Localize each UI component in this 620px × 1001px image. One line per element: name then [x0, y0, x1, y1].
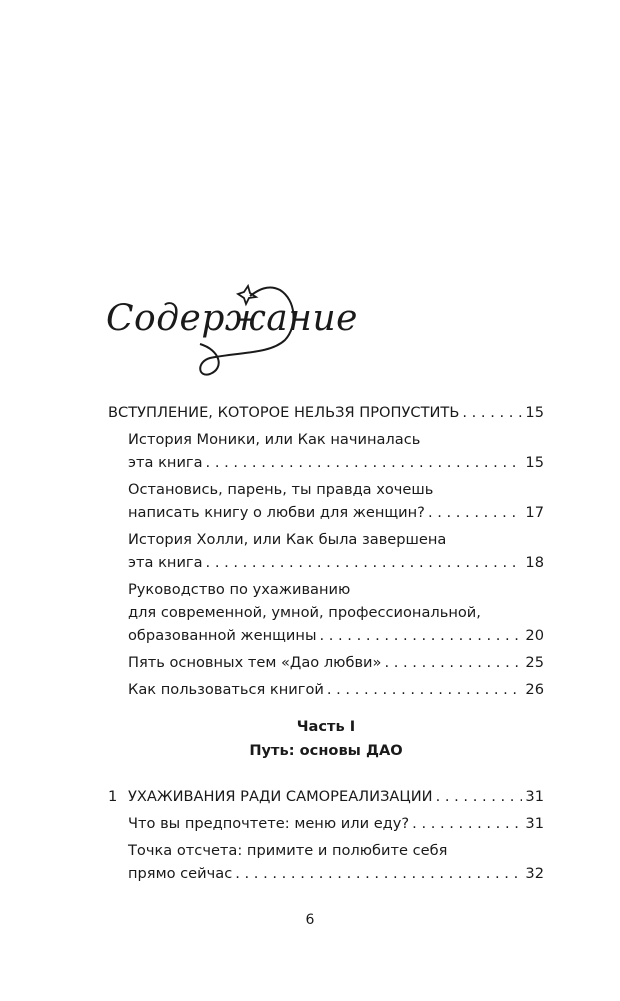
entry-page: 25: [525, 654, 544, 671]
chapter-entry[interactable]: [108, 785, 544, 808]
chapter-title: УХАЖИВАНИЯ РАДИ САМОРЕАЛИЗАЦИИ: [128, 788, 433, 805]
entry-page: 15: [525, 404, 544, 421]
entry-text: образованной женщины: [128, 627, 317, 644]
dot-leader: [412, 812, 522, 835]
dot-leader: [327, 678, 523, 701]
chapter-number: 1: [108, 788, 118, 805]
entry-text: эта книга: [128, 454, 203, 471]
toc-title: [100, 270, 400, 400]
part-label: Часть I: [296, 718, 356, 735]
dot-leader: [436, 785, 523, 808]
entry-text: Что вы предпочтете: меню или еду?: [128, 815, 410, 832]
chapter-page: 31: [525, 788, 544, 805]
part-subtitle: Путь: основы ДАО: [249, 742, 403, 759]
entry-text: для современной, умной, профессиональной,: [128, 604, 481, 621]
entry-text: прямо сейчас: [128, 865, 233, 882]
toc-entry[interactable]: [108, 839, 544, 885]
part-heading: [108, 715, 544, 763]
entry-page: 26: [525, 681, 544, 698]
entry-page: 32: [525, 865, 544, 882]
entry-page: 18: [525, 554, 544, 571]
dot-leader: [319, 624, 522, 647]
dot-leader: [206, 551, 523, 574]
dot-leader: [428, 501, 522, 524]
entry-text: ВСТУПЛЕНИЕ, КОТОРОЕ НЕЛЬЗЯ ПРОПУСТИТЬ: [108, 404, 460, 421]
entry-text: эта книга: [128, 554, 203, 571]
toc-entry[interactable]: [108, 578, 544, 647]
toc-entry[interactable]: [108, 401, 544, 424]
toc-entry[interactable]: [108, 812, 544, 835]
dot-leader: [462, 401, 522, 424]
table-of-contents: [108, 401, 544, 889]
entry-text: Точка отсчета: примите и полюбите себя: [128, 842, 448, 859]
entry-text: История Холли, или Как была завершена: [128, 531, 447, 548]
entry-text: Как пользоваться книгой: [128, 681, 324, 698]
toc-entry[interactable]: [108, 678, 544, 701]
page-number: 6: [305, 912, 315, 928]
toc-entry[interactable]: [108, 478, 544, 524]
entry-text: Пять основных тем «Дао любви»: [128, 654, 382, 671]
entry-text: написать книгу о любви для женщин?: [128, 504, 425, 521]
dot-leader: [235, 862, 522, 885]
entry-page: 15: [525, 454, 544, 471]
toc-title-text: Содержание: [106, 298, 358, 339]
entry-text: Остановись, парень, ты правда хочешь: [128, 481, 434, 498]
toc-entry[interactable]: [108, 528, 544, 574]
dot-leader: [384, 651, 522, 674]
plane-swirl-icon: [100, 270, 400, 400]
entry-text: Руководство по ухаживанию: [128, 581, 351, 598]
toc-entry[interactable]: [108, 428, 544, 474]
entry-page: 20: [525, 627, 544, 644]
entry-page: 17: [525, 504, 544, 521]
entry-page: 31: [525, 815, 544, 832]
dot-leader: [206, 451, 523, 474]
entry-text: История Моники, или Как начиналась: [128, 431, 421, 448]
toc-entry[interactable]: [108, 651, 544, 674]
